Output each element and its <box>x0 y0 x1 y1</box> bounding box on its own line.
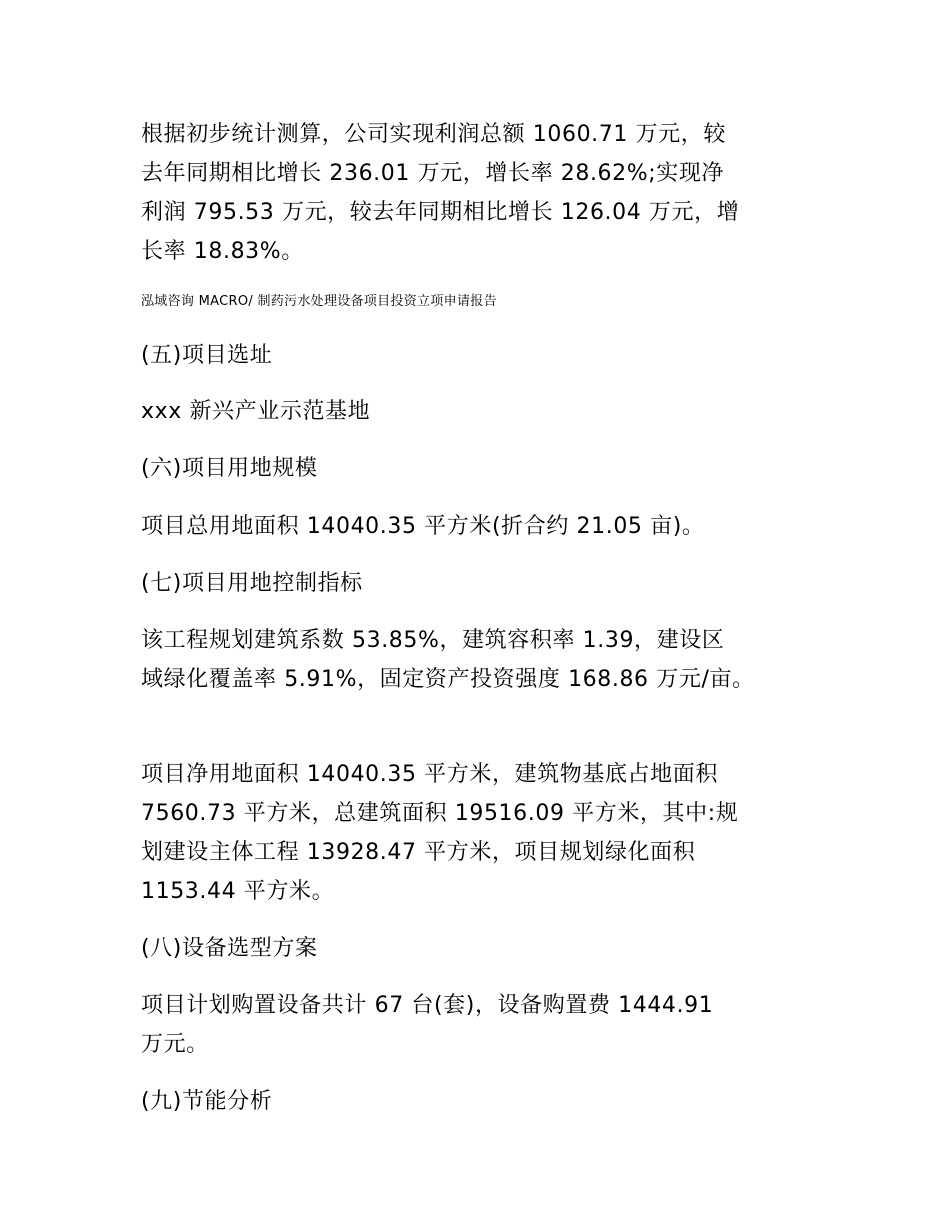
section-6-heading: (六)项目用地规模 <box>141 456 318 481</box>
section-8-heading: (八)设备选型方案 <box>141 936 318 961</box>
paragraph-line: 万元。 <box>141 1032 209 1057</box>
section-7-heading: (七)项目用地控制指标 <box>141 571 363 596</box>
paragraph-line: 根据初步统计测算，公司实现利润总额 1060.71 万元，较 <box>141 122 726 147</box>
paragraph-line: 去年同期相比增长 236.01 万元，增长率 28.62%;实现净 <box>141 161 725 186</box>
paragraph-line: 1153.44 平方米。 <box>141 879 335 904</box>
section-5-text: xxx 新兴产业示范基地 <box>141 399 371 424</box>
paragraph-line: 项目净用地面积 14040.35 平方米，建筑物基底占地面积 <box>141 762 718 787</box>
section-9-heading: (九)节能分析 <box>141 1089 273 1114</box>
paragraph-line: 该工程规划建筑系数 53.85%，建筑容积率 1.39，建设区 <box>141 628 725 653</box>
paragraph-line: 长率 18.83%。 <box>141 239 304 264</box>
paragraph-line: 利润 795.53 万元，较去年同期相比增长 126.04 万元，增 <box>141 200 740 225</box>
section-5-heading: (五)项目选址 <box>141 343 273 368</box>
section-6-text: 项目总用地面积 14040.35 平方米(折合约 21.05 亩)。 <box>141 514 705 539</box>
running-header: 泓域咨询 MACRO/ 制药污水处理设备项目投资立项申请报告 <box>141 294 497 309</box>
paragraph-line: 项目计划购置设备共计 67 台(套)，设备购置费 1444.91 <box>141 993 714 1018</box>
paragraph-line: 划建设主体工程 13928.47 平方米，项目规划绿化面积 <box>141 840 696 865</box>
section-7-paragraph-1 <box>141 621 841 699</box>
section-8-paragraph <box>141 986 841 1064</box>
paragraph-line: 7560.73 平方米，总建筑面积 19516.09 平方米，其中:规 <box>141 801 739 826</box>
paragraph-line: 域绿化覆盖率 5.91%，固定资产投资强度 168.86 万元/亩。 <box>141 667 755 692</box>
section-7-paragraph-2 <box>141 755 841 911</box>
profit-paragraph <box>141 115 841 271</box>
